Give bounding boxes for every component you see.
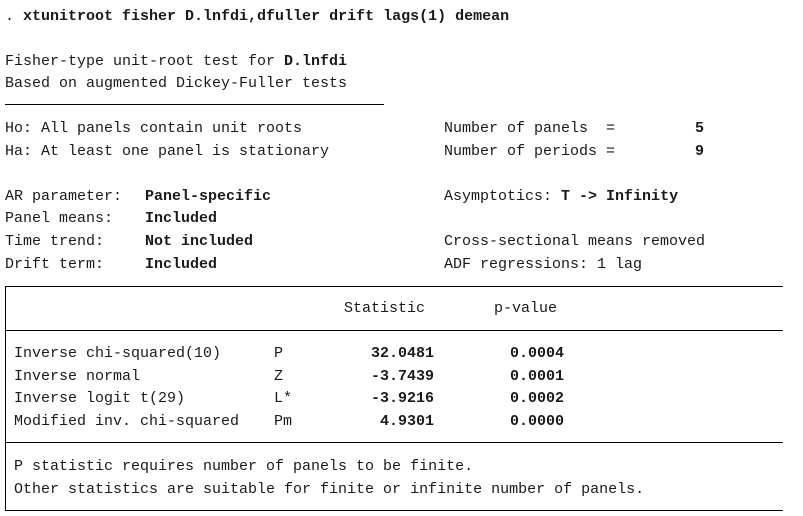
row-symbol: Pm: [274, 413, 293, 430]
adf-regressions-note: ADF regressions: 1 lag: [444, 256, 643, 273]
row-symbol: P: [274, 345, 284, 362]
ar-parameter-value: Panel-specific: [145, 188, 272, 205]
header-divider: [5, 104, 384, 105]
panel-means-value: Included: [145, 210, 218, 227]
drift-term-label: Drift term:: [5, 256, 105, 273]
test-title-prefix: Fisher-type unit-root test for: [5, 53, 285, 70]
panels-value: 5: [694, 120, 704, 137]
column-header-statistic: Statistic: [344, 300, 426, 317]
notes-bottom-rule: [5, 510, 783, 511]
row-test-name: Inverse chi-squared(10): [14, 345, 222, 362]
row-statistic: -3.7439: [370, 368, 434, 385]
table-top-rule: [5, 286, 783, 287]
row-pvalue: 0.0001: [509, 368, 564, 385]
row-symbol: L*: [274, 390, 293, 407]
drift-term-value: Included: [145, 256, 218, 273]
row-test-name: Modified inv. chi-squared: [14, 413, 240, 430]
row-symbol: Z: [274, 368, 284, 385]
row-statistic: 4.9301: [379, 413, 434, 430]
column-header-pvalue: p-value: [494, 300, 558, 317]
test-subtitle: Based on augmented Dickey-Fuller tests: [5, 75, 348, 92]
row-test-name: Inverse logit t(29): [14, 390, 186, 407]
row-pvalue: 0.0002: [509, 390, 564, 407]
cross-sectional-note: Cross-sectional means removed: [444, 233, 706, 250]
table-left-border: [5, 286, 6, 442]
row-statistic: 32.0481: [370, 345, 434, 362]
panel-means-label: Panel means:: [5, 210, 114, 227]
time-trend-value: Not included: [145, 233, 254, 250]
asymptotics-label: Asymptotics:: [444, 188, 553, 205]
panels-label: Number of panels =: [444, 120, 616, 137]
alt-hypothesis: Ha: At least one panel is stationary: [5, 143, 330, 160]
test-title: [5, 53, 347, 71]
row-pvalue: 0.0004: [509, 345, 564, 362]
table-bottom-rule: [5, 442, 783, 443]
command-prompt: .: [5, 8, 24, 25]
asymptotics-value: T -> Infinity: [561, 188, 679, 205]
null-hypothesis: Ho: All panels contain unit roots: [5, 120, 303, 137]
row-test-name: Inverse normal: [14, 368, 141, 385]
test-variable: D.lnfdi: [284, 53, 348, 70]
periods-label: Number of periods =: [444, 143, 616, 160]
row-statistic: -3.9216: [370, 390, 434, 407]
periods-value: 9: [694, 143, 704, 160]
ar-parameter-label: AR parameter:: [5, 188, 123, 205]
row-pvalue: 0.0000: [509, 413, 564, 430]
time-trend-label: Time trend:: [5, 233, 105, 250]
command-line: [5, 8, 509, 26]
asymptotics-line: [444, 188, 678, 206]
note-line-1: P statistic requires number of panels to be finite.: [14, 458, 474, 475]
notes-left-border: [5, 442, 6, 510]
note-line-2: Other statistics are suitable for finite or infinite number of panels.: [14, 481, 645, 498]
table-header-rule: [5, 330, 783, 331]
command-text: xtunitroot fisher D.lnfdi,dfuller drift lags(1) demean: [23, 8, 510, 25]
